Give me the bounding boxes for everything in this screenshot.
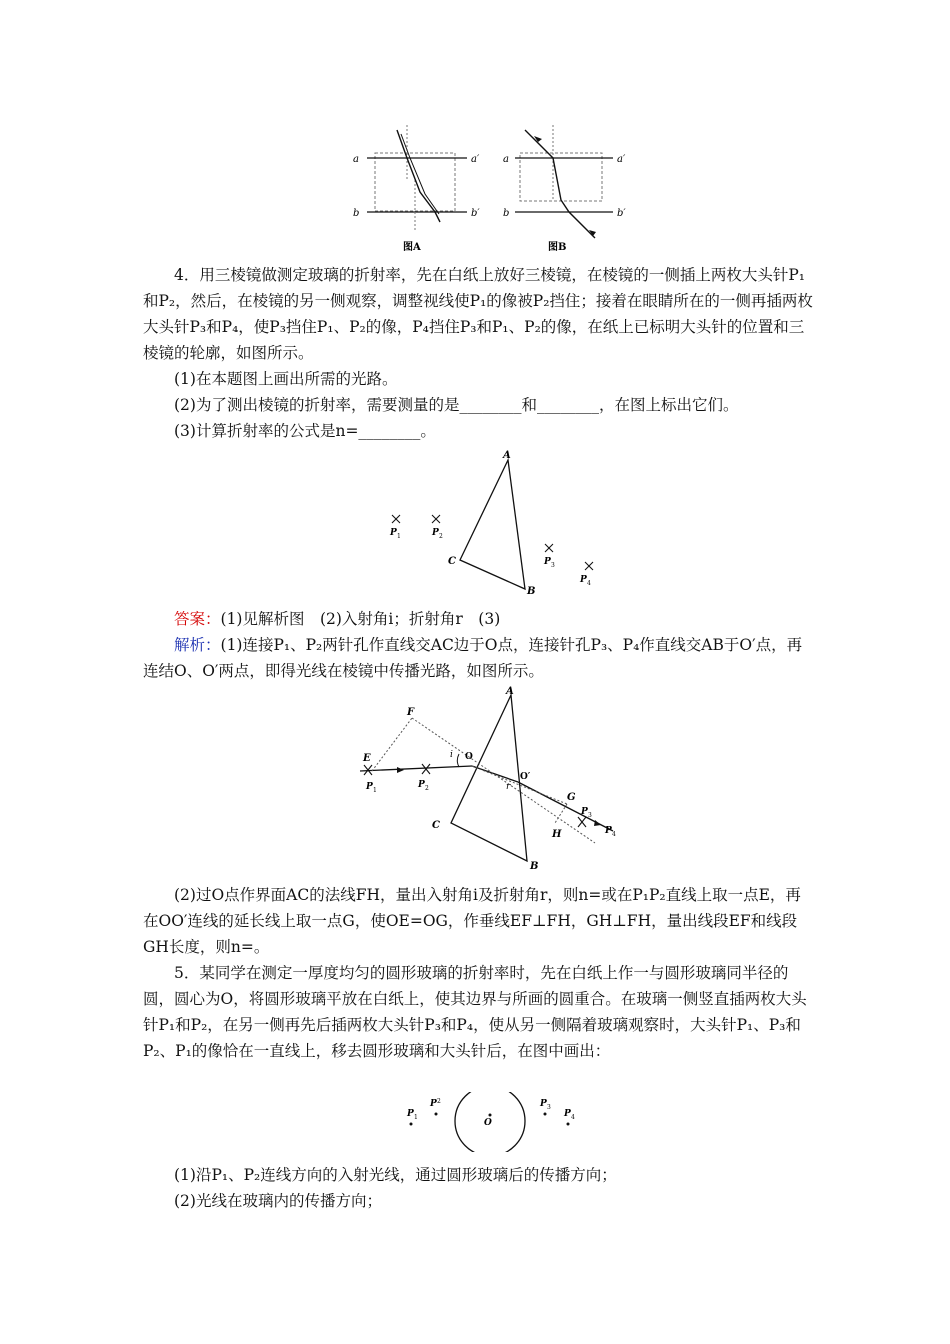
label-p4-sub: 4 [571, 1114, 575, 1121]
label-p3-sub: 3 [588, 812, 592, 819]
angle-i-arc [457, 754, 459, 767]
label-p4-sub: 4 [612, 831, 616, 838]
pin-p1 [410, 1123, 413, 1126]
label-a-prime: a′ [471, 154, 480, 165]
label-p3: P [544, 557, 551, 567]
label-p2-sub: 2 [439, 533, 443, 540]
incident-ray [360, 766, 472, 771]
pin-p3 [544, 1113, 547, 1116]
label-p4: P [564, 1109, 571, 1119]
label-p4: P [580, 575, 587, 585]
answer [174, 606, 814, 632]
q5-part1: (1)沿P₁、P₂连线方向的入射光线，通过圆形玻璃后的传播方向； [174, 1166, 617, 1184]
vertex-b: B [527, 586, 536, 596]
label-b-prime: b′ [471, 208, 480, 219]
label-b: b [353, 208, 360, 219]
prism-outline [460, 460, 525, 589]
figure-a [345, 120, 485, 255]
perp-ef [372, 718, 412, 771]
analysis-label: 解析： [174, 636, 221, 654]
q5-stem: 5．某同学在测定一厚度均匀的圆形玻璃的折射率时，先在白纸上作一与圆形玻璃同半径的圆，圆心为O，将圆形玻璃平放在白纸上，使其边界与所画的圆重合。在玻璃一侧竖直插两枚大头针P₁和P₂，在另一侧再先后插两枚大头针P₃和P₄，使从另一侧隔着玻璃观察时，大头针P₁、P₃和P₂、P₁的像恰在一直线上，移去圆形玻璃和大头针后，在图中画出： [143, 964, 807, 1060]
label-p2: P [432, 528, 439, 538]
label-angle-i: i [450, 750, 453, 760]
label-o-prime: O′ [520, 772, 531, 782]
refracted-ray [472, 766, 518, 782]
label-p1-sub: 1 [397, 533, 401, 540]
answer-label: 答案： [174, 610, 221, 628]
caption-a: 图A [403, 242, 421, 253]
label-p4: P [605, 826, 612, 836]
pin-marks [364, 764, 586, 827]
label-p3: P [581, 807, 588, 817]
q4-part2: (2)为了测出棱镜的折射率，需要测量的是________和________，在图上标出它们。 [174, 396, 739, 414]
label-f: F [407, 707, 415, 718]
vertex-c: C [448, 556, 456, 567]
label-e: E [363, 753, 371, 764]
vertex-a: A [506, 686, 514, 697]
label-a-prime: a′ [617, 154, 626, 165]
analysis-1 [143, 632, 815, 684]
vertex-b: B [530, 861, 539, 872]
label-p3-sub: 3 [551, 562, 555, 569]
pin-p2 [435, 1113, 438, 1116]
vertex-c: C [432, 820, 440, 831]
q5-part2: (2)光线在玻璃内的传播方向； [174, 1192, 382, 1210]
label-p1: P [407, 1109, 414, 1119]
glass-outline-dashed [520, 153, 602, 201]
prism-outline [451, 695, 527, 861]
q4-part3: (3)计算折射率的公式是n=________。 [174, 422, 436, 440]
label-p3: P [540, 1099, 547, 1109]
q4-part1: (1)在本题图上画出所需的光路。 [174, 370, 398, 388]
q4-stem: 4．用三棱镜做测定玻璃的折射率，先在白纸上放好三棱镜，在棱镜的一侧插上两枚大头针P₁和P₂，然后，在棱镜的另一侧观察，调整视线使P₁的像被P₂挡住；接着在眼睛所在的一侧再插两枚大头针P₃和P₄，使P₃挡住P₁、P₂的像，P₄挡住P₃和P₁、P₂的像，在纸上已标明大头针的位置和三棱镜的轮廓，如图所示。 [143, 266, 813, 362]
circle-figure [395, 1092, 595, 1152]
label-a: a [353, 154, 359, 165]
label-p2: P [430, 1099, 437, 1109]
label-p2-sub: 2 [437, 1098, 441, 1105]
label-a: a [503, 154, 509, 165]
label-g: G [567, 792, 576, 803]
label-p4-sub: 4 [587, 580, 591, 587]
label-o: O [465, 752, 473, 762]
answer-text: (1)见解析图 (2)入射角i；折射角r (3) [220, 610, 501, 628]
ray-diagram [355, 683, 630, 878]
label-p1: P [390, 528, 397, 538]
prism-figure [380, 448, 610, 596]
label-p1: P [366, 782, 373, 792]
label-p2: P [418, 780, 425, 790]
label-b-prime: b′ [617, 208, 626, 219]
arrow-icon [397, 767, 404, 773]
label-p3-sub: 3 [547, 1104, 551, 1111]
label-h: H [552, 829, 562, 840]
label-o: O [484, 1118, 492, 1128]
ray-path [525, 130, 595, 238]
figure-b [495, 120, 640, 255]
label-p2-sub: 2 [425, 785, 429, 792]
pin-marks [392, 515, 593, 570]
arrow-icon [594, 820, 601, 826]
analysis-text-1: (1)连接P₁、P₂两针孔作直线交AC边于O点，连接针孔P₃、P₄作直线交AB于O′点，再连结O、O′两点，即得光线在棱镜中传播光路，如图所示。 [143, 636, 803, 680]
caption-b: 图B [548, 242, 567, 253]
label-p1-sub: 1 [373, 787, 377, 794]
pin-p4 [567, 1123, 570, 1126]
center-point [489, 1114, 492, 1117]
label-b: b [503, 208, 510, 219]
label-p1-sub: 1 [414, 1114, 418, 1121]
ray-path [397, 130, 440, 222]
label-angle-r: r [506, 782, 511, 792]
vertex-a: A [503, 450, 511, 461]
analysis-2: (2)过O点作界面AC的法线FH，量出入射角i及折射角r，则n=或在P₁P₂直线上取一点E，再在OO′连线的延长线上取一点G，使OE=OG，作垂线EF⊥FH，GH⊥FH，量出线段EF和线段GH长度，则n=。 [143, 886, 801, 956]
